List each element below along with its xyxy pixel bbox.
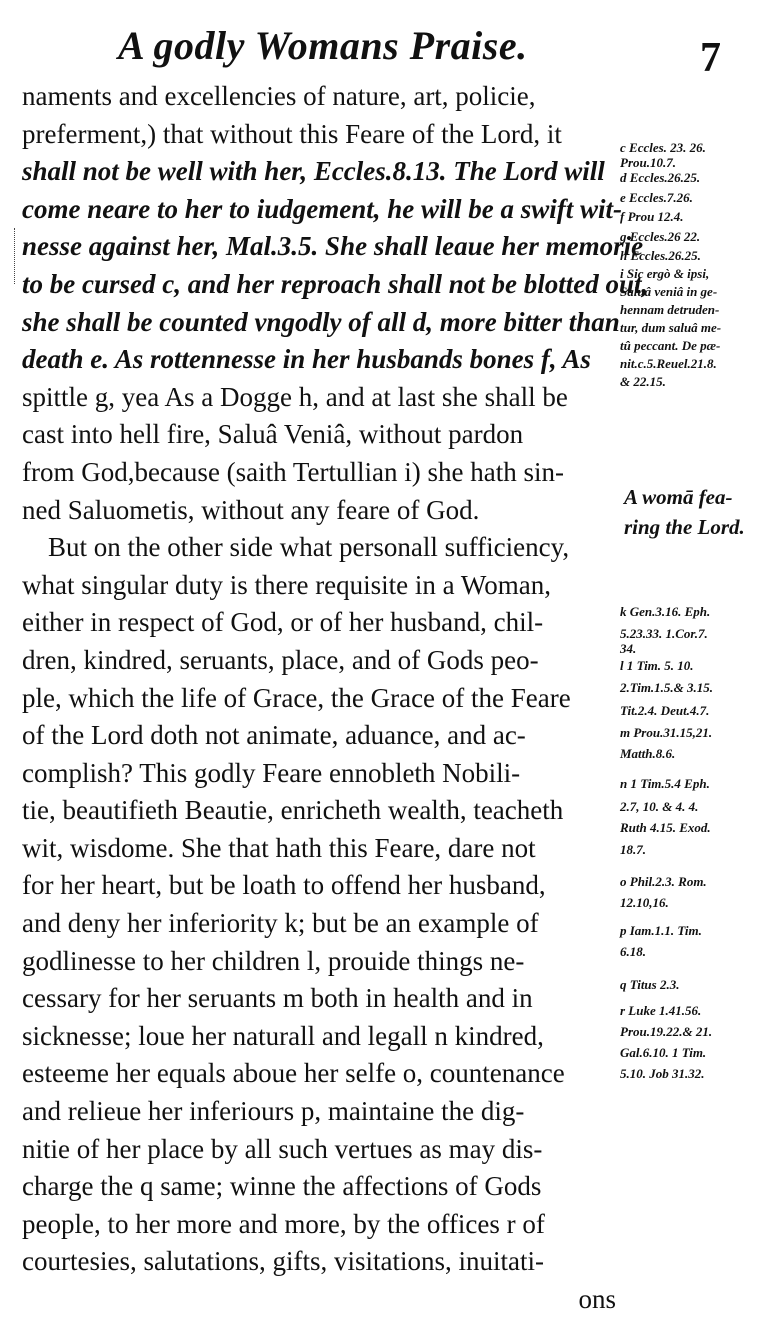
- margin-rule: [14, 228, 16, 284]
- margin-note: o Phil.2.3. Rom.: [620, 873, 707, 889]
- text-line: cessary for her seruants m both in health and in: [22, 983, 533, 1014]
- text-line: But on the other side what personall sufficiency,: [48, 532, 570, 563]
- margin-note: h Eccles.26.25.: [620, 248, 701, 263]
- margin-note: Matth.8.6.: [620, 746, 676, 761]
- margin-note: r Luke 1.41.56.: [620, 1002, 702, 1018]
- margin-note: g Eccles.26 22.: [620, 228, 701, 244]
- text-line: nesse against her, Mal.3.5. She shall leaue her memorie: [22, 231, 644, 262]
- text-line: naments and excellencies of nature, art, policie,: [22, 81, 536, 111]
- margin-note: p Iam.1.1. Tim.: [620, 923, 702, 938]
- text-line: ple, which the life of Grace, the Grace of the Feare: [22, 682, 571, 713]
- margin-note: 5.23.33. 1.Cor.7.: [620, 626, 708, 641]
- margin-note: 18.7.: [620, 842, 646, 857]
- text-line: to be cursed c, and her reproach shall not be blotted out,: [22, 268, 649, 299]
- margin-note: c Eccles. 23. 26.: [620, 140, 706, 155]
- text-line: cast into hell fire, Saluâ Veniâ, without pardon: [22, 419, 524, 450]
- text-line: courtesies, salutations, gifts, visitations, inuitati-: [22, 1246, 544, 1277]
- text-line: nitie of her place by all such vertues as may dis-: [22, 1133, 543, 1164]
- margin-note: l 1 Tim. 5. 10.: [620, 657, 694, 673]
- margin-note: q Titus 2.3.: [620, 977, 680, 992]
- text-line: ned Saluometis, without any feare of God.: [22, 494, 480, 525]
- text-line: godlinesse to her children l, prouide things ne-: [22, 945, 525, 976]
- margin-note: m Prou.31.15,21.: [620, 725, 713, 740]
- margin-note: Saluâ veniâ in ge-: [620, 284, 718, 299]
- text-line: from God,because (saith Tertullian i) she hath sin-: [22, 456, 564, 487]
- margin-note: d Eccles.26.25.: [620, 170, 701, 185]
- margin-note: Prou.10.7.: [620, 155, 676, 170]
- margin-note: nit.c.5.Reuel.21.8.: [620, 356, 717, 371]
- text-line: for her heart, but be loath to offend her husband,: [22, 870, 546, 901]
- margin-note: i Sic ergò & ipsi,: [620, 266, 710, 281]
- text-line: come neare to her to iudgement, he will be a swift wit-: [22, 193, 622, 224]
- margin-note: hennam detruden-: [620, 302, 720, 317]
- text-line: and deny her inferiority k; but be an example of: [22, 908, 539, 939]
- side-heading: [624, 482, 784, 542]
- text-line: esteeme her equals aboue her selfe o, countenance: [22, 1058, 565, 1089]
- margin-note: 5.10. Job 31.32.: [620, 1065, 705, 1081]
- text-line: dren, kindred, seruants, place, and of Gods peo-: [22, 644, 539, 675]
- side-heading-line: A womā fea-: [624, 485, 733, 509]
- margin-note: Ruth 4.15. Exod.: [620, 819, 711, 835]
- running-title: A godly Womans Praise.: [118, 23, 528, 68]
- text-line: either in respect of God, or of her husband, chil-: [22, 607, 544, 638]
- text-line: of the Lord doth not animate, aduance, and ac-: [22, 720, 526, 751]
- margin-note: 2.7, 10. & 4. 4.: [620, 798, 699, 814]
- text-line: complish? This godly Feare ennobleth Nobili-: [22, 757, 521, 788]
- margin-note: & 22.15.: [620, 374, 666, 389]
- text-line: charge the q same; winne the affections of Gods: [22, 1171, 542, 1202]
- text-line: people, to her more and more, by the offices r of: [22, 1208, 545, 1239]
- text-line: tie, beautifieth Beautie, enricheth wealth, teacheth: [22, 795, 564, 826]
- side-heading-line: ring the Lord.: [624, 515, 745, 539]
- margin-note: f Prou 12.4.: [620, 209, 684, 224]
- page-number: 7: [700, 35, 721, 81]
- margin-note: Prou.19.22.& 21.: [620, 1023, 713, 1039]
- text-line: what singular duty is there requisite in a Woman,: [22, 569, 551, 600]
- margin-note: n 1 Tim.5.4 Eph.: [620, 776, 710, 791]
- margin-note: tur, dum saluâ me-: [620, 320, 722, 335]
- margin-note: k Gen.3.16. Eph.: [620, 603, 711, 619]
- margin-note: e Eccles.7.26.: [620, 189, 693, 205]
- text-line: shall not be well with her, Eccles.8.13. The Lord will: [22, 156, 605, 187]
- margin-note: Gal.6.10. 1 Tim.: [620, 1044, 707, 1060]
- margin-note: Tit.2.4. Deut.4.7.: [620, 702, 710, 718]
- text-line: wit, wisdome. She that hath this Feare, dare not: [22, 832, 536, 863]
- text-line: she shall be counted vngodly of all d, more bitter than: [22, 306, 620, 337]
- margin-note: 2.Tim.1.5.& 3.15.: [620, 680, 714, 695]
- margin-note: 34.: [620, 641, 637, 656]
- text-line: sicknesse; loue her naturall and legall n kindred,: [22, 1020, 544, 1051]
- text-line: and relieue her inferiours p, maintaine the dig-: [22, 1096, 525, 1127]
- text-line: death e. As rottennesse in her husbands bones f, As: [22, 344, 591, 375]
- margin-note: tû peccant. De pæ-: [620, 338, 721, 353]
- text-line: spittle g, yea As a Dogge h, and at last she shall be: [22, 381, 568, 412]
- text-line: preferment,) that without this Feare of the Lord, it: [22, 118, 562, 149]
- text-line: ons: [578, 1284, 616, 1314]
- margin-note: 12.10,16.: [620, 894, 669, 910]
- margin-note: 6.18.: [620, 944, 646, 959]
